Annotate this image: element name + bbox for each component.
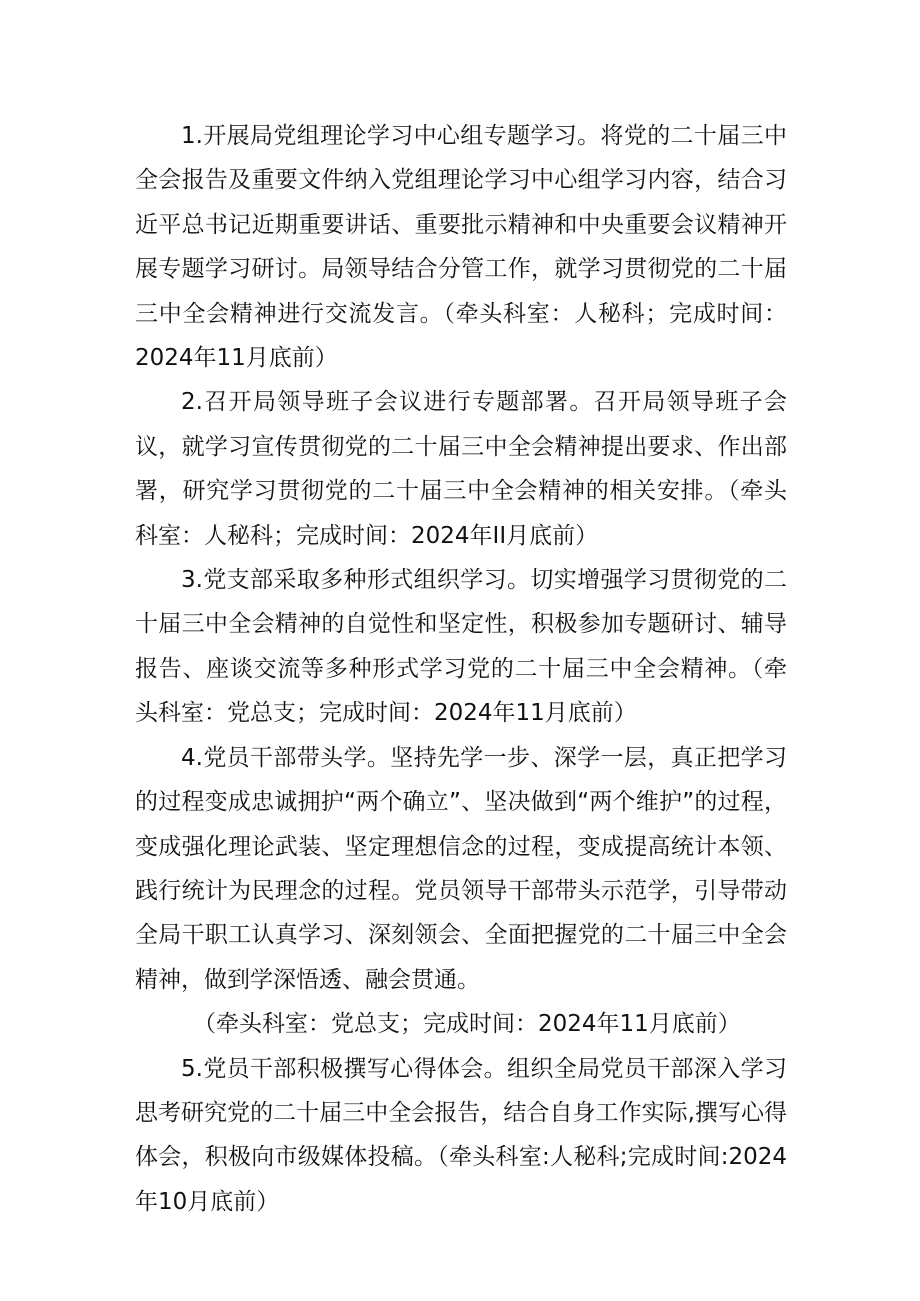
task-number-3: 3 xyxy=(181,567,196,594)
task-paragraph-2 xyxy=(135,380,787,558)
task-number-4: 4 xyxy=(181,744,196,771)
task-text-2: .召开局领导班子会议进行专题部署。召开局领导班子会议，就学习宣传贯彻党的二十届三中全会精神提出要求、作出部署，研究学习贯彻党的二十届三中全会精神的相关安排。（牵头科室：人秘科；完成时间：2024年II月底前） xyxy=(135,389,787,549)
task-number-2: 2 xyxy=(181,389,196,416)
task-text-5: .党员干部积极撰写心得体会。组织全局党员干部深入学习思考研究党的二十届三中全会报告，结合自身工作实际,撰写心得体会，积极向市级媒体投稿。（牵头科室:人秘科;完成时间:2024年10月底前） xyxy=(135,1055,787,1215)
task-text-4: .党员干部带头学。坚持先学一步、深学一层，真正把学习的过程变成忠诚拥护“两个确立”、坚决做到“两个维护”的过程，变成强化理论武装、坚定理想信念的过程，变成提高统计本领、践行统计为民理念的过程。党员领导干部带头示范学，引导带动全局干职工认真学习、深刻领会、全面把握党的二十届三中全会精神，做到学深悟透、融会贯通。 xyxy=(135,744,787,993)
task-4-responsibility-note: （牵头科室：党总支；完成时间：2024年11月底前） xyxy=(193,1011,741,1038)
task-text-3: .党支部采取多种形式组织学习。切实增强学习贯彻党的二十届三中全会精神的自觉性和坚定性，积极参加专题研讨、辅导报告、座谈交流等多种形式学习党的二十届三中全会精神。（牵头科室：党总支；完成时间：2024年11月底前） xyxy=(135,567,787,727)
task-paragraph-3 xyxy=(135,558,787,736)
task-number-1: 1 xyxy=(181,123,196,149)
task-text-1: .开展局党组理论学习中心组专题学习。将党的二十届三中全会报告及重要文件纳入党组理论学习中心组学习内容，结合习近平总书记近期重要讲话、重要批示精神和中央重要会议精神开展专题学习研讨。局领导结合分管工作，就学习贯彻党的二十届三中全会精神进行交流发言。（牵头科室：人秘科；完成时间：2024年11月底前） xyxy=(135,123,787,372)
task-paragraph-1 xyxy=(135,114,787,380)
task-number-5: 5 xyxy=(181,1055,196,1082)
task-paragraph-4 xyxy=(135,736,787,1002)
document-body xyxy=(135,114,787,1224)
task-paragraph-5 xyxy=(135,1047,787,1225)
